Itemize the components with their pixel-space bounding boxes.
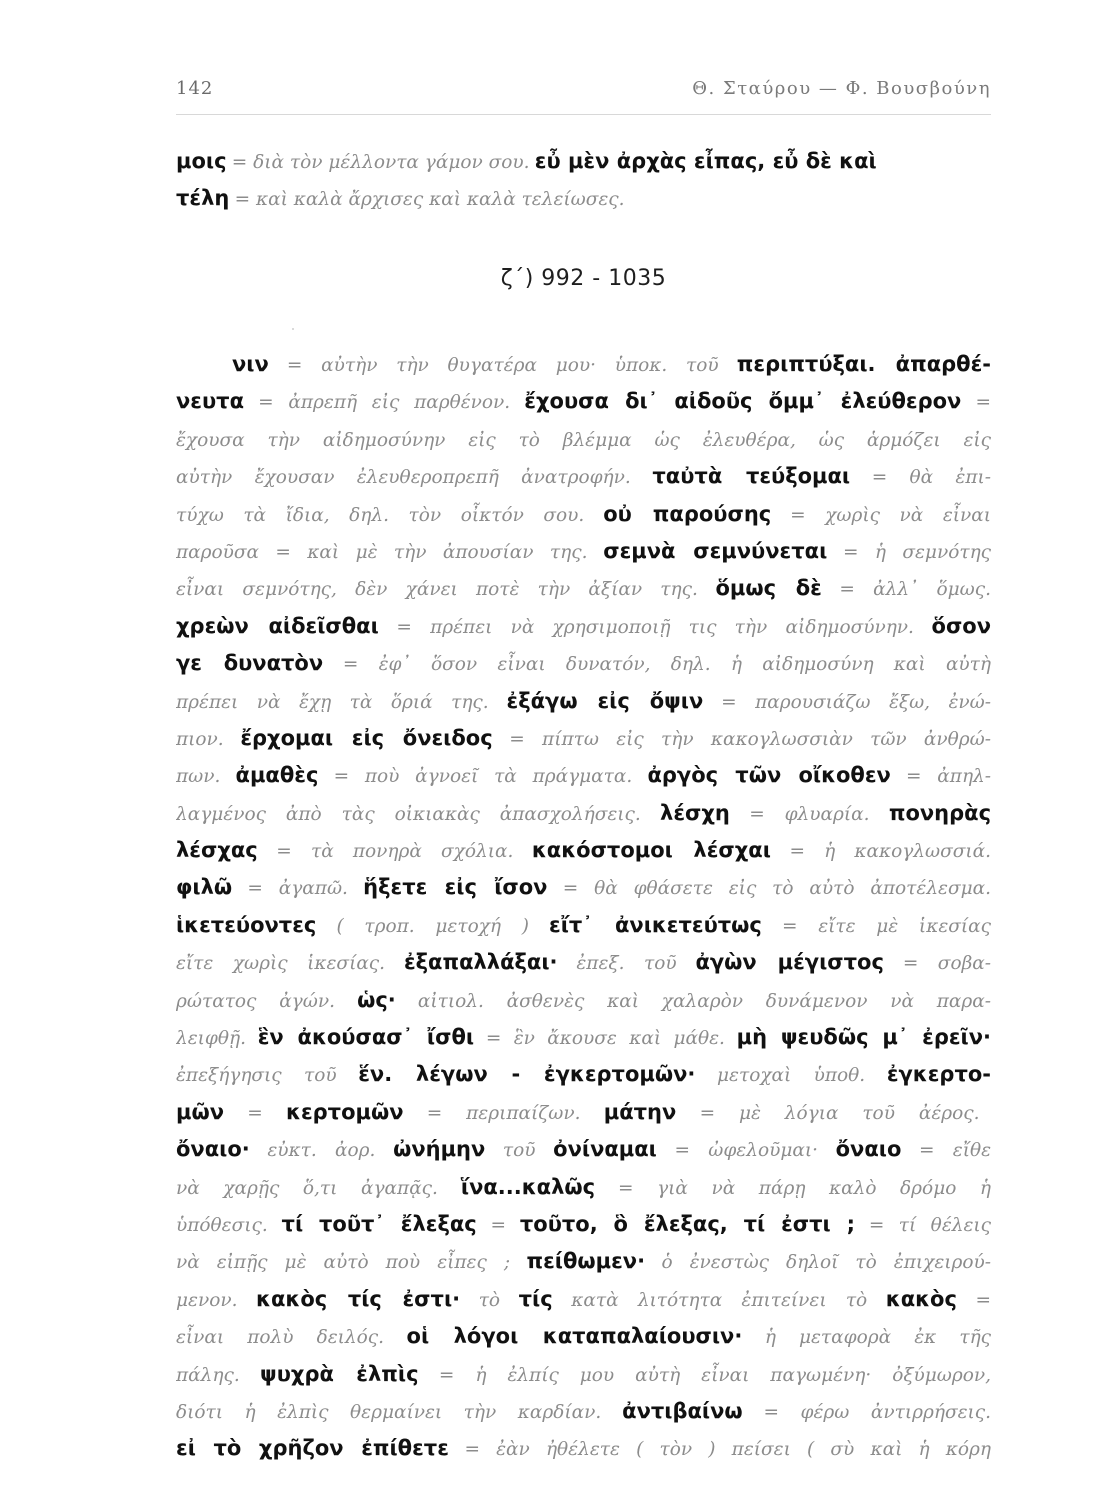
gloss: = ἡ σεμνότης	[843, 541, 991, 563]
commentary-line	[176, 645, 991, 682]
keyword: ὄναιο	[835, 1137, 902, 1162]
gloss: = αὐτὴν τὴν θυγατέρα μου· ὑποκ. τοῦ	[286, 355, 719, 376]
gloss: = ἐὰν ἠθέλετε ( τὸν ) πείσει ( σὺ καὶ ἡ κόρη	[464, 1439, 991, 1461]
keyword: εἴτ᾿ ἀνικετεύτως	[549, 912, 762, 937]
intro-line	[176, 180, 991, 217]
commentary-line	[176, 1019, 991, 1056]
keyword: ἀργὸς τῶν οἴκοθεν	[647, 763, 891, 788]
gloss: ἡ μεταφορὰ ἐκ τῆς	[764, 1327, 991, 1349]
gloss: = φέρω ἀντιρρήσεις.	[763, 1401, 991, 1423]
commentary-line	[176, 421, 991, 458]
gloss: = ἓν ἄκουσε καὶ μάθε.	[485, 1028, 725, 1050]
gloss: = πρέπει νὰ χρησιμοποιῇ τις τὴν αἰδημοσύνην.	[396, 616, 914, 638]
gloss: ἐπεξ. τοῦ	[576, 953, 677, 975]
gloss: παροῦσα = καὶ μὲ τὴν ἀπουσίαν της.	[176, 541, 588, 563]
gloss: = ποὺ ἀγνοεῖ τὰ πράγματα.	[333, 766, 633, 788]
gloss: = ἀγαπῶ.	[247, 878, 348, 900]
gloss: αἰτιολ. ἀσθενὲς καὶ χαλαρὸν δυνάμενον νὰ παρα-	[417, 990, 991, 1012]
gloss: = χωρὶς νὰ εἶναι	[790, 504, 991, 526]
commentary-line	[176, 907, 991, 944]
commentary-paragraph	[176, 346, 991, 1468]
keyword: μοις	[176, 149, 227, 173]
gloss: ἐπεξήγησις τοῦ	[176, 1065, 337, 1087]
commentary-line	[176, 757, 991, 794]
gloss: μενον.	[176, 1289, 238, 1311]
gloss: = ἀλλ᾿ ὅμως.	[839, 579, 991, 601]
keyword: ψυχρὰ ἐλπὶς	[260, 1361, 419, 1386]
keyword: εἰ τὸ χρῆζον ἐπίθετε	[176, 1436, 449, 1461]
keyword: λέσχας	[176, 838, 258, 863]
keyword: ἐξαπαλλάξαι·	[403, 950, 558, 975]
commentary-line	[176, 383, 991, 420]
commentary-line	[176, 1131, 991, 1168]
page-header	[176, 78, 991, 108]
gloss: = τί θέλεις	[868, 1214, 991, 1236]
keyword: νευτα	[176, 389, 245, 414]
keyword: ὀνίναμαι	[553, 1137, 657, 1162]
commentary-line	[176, 944, 991, 981]
commentary-line	[176, 346, 991, 383]
intro-paragraph	[176, 143, 991, 218]
keyword: τέλη	[176, 186, 230, 211]
keyword: οὐ παρούσης	[603, 501, 772, 526]
gloss: = θὰ φθάσετε εἰς τὸ αὐτὸ ἀποτέλεσμα.	[562, 878, 991, 900]
gloss: = φλυαρία.	[749, 803, 870, 825]
keyword: ἐγκερτο-	[886, 1062, 991, 1087]
commentary-line	[176, 1169, 991, 1206]
gloss: τύχω τὰ ἴδια, δηλ. τὸν οἶκτόν σου.	[176, 504, 585, 526]
commentary-line	[176, 1056, 991, 1093]
keyword: χρεὼν αἰδεῖσθαι	[176, 613, 379, 638]
commentary-line	[176, 458, 991, 495]
gloss: ρώτατος ἀγών.	[176, 990, 335, 1012]
gloss: = γιὰ νὰ πάρῃ καλὸ δρόμο ἡ	[618, 1177, 991, 1199]
gloss: κατὰ λιτότητα ἐπιτείνει τὸ	[571, 1289, 868, 1311]
keyword: γε δυνατὸν	[176, 651, 324, 676]
gloss: ἔχουσα τὴν αἰδημοσύνην εἰς τὸ βλέμμα ὡς ἐλευθέρα, ὡς ἁρμόζει εἰς	[176, 429, 991, 451]
gloss: = μὲ λόγια τοῦ ἀέρος.	[699, 1102, 980, 1124]
intro-line	[176, 143, 991, 180]
keyword: κακόστομοι λέσχαι	[531, 838, 771, 863]
page-number: 142	[176, 78, 214, 99]
keyword: ἱκετεύοντες	[176, 912, 317, 937]
keyword: ὡς·	[357, 987, 396, 1012]
keyword: ἔχουσα δι᾿ αἰδοῦς ὄμμ᾿ ἐλεύθερον	[524, 389, 962, 414]
gloss: ὑπόθεσις.	[176, 1214, 268, 1236]
gloss: λαγμένος ἀπὸ τὰς οἰκιακὰς ἀπασχολήσεις.	[176, 803, 641, 825]
keyword: ἥξετε εἰς ἴσον	[363, 875, 548, 900]
keyword: ὄναιο·	[176, 1137, 250, 1162]
keyword: ταὐτὰ τεύξομαι	[652, 464, 851, 489]
keyword: μῶν	[176, 1099, 225, 1124]
gloss: =	[247, 1102, 263, 1124]
keyword: τοῦτο, ὃ ἔλεξας, τί ἐστι ;	[519, 1211, 855, 1236]
keyword: κακὸς	[885, 1286, 957, 1311]
gloss: πρέπει νὰ ἔχῃ τὰ ὅριά της.	[176, 691, 489, 713]
commentary-line	[176, 1243, 991, 1280]
gloss: ( τροπ. μετοχή )	[336, 915, 529, 937]
gloss: νὰ εἰπῇς μὲ αὐτὸ ποὺ εἶπες ;	[176, 1252, 511, 1274]
commentary-line	[176, 832, 991, 869]
keyword: μὴ ψευδῶς μ᾿ ἐρεῖν·	[736, 1025, 991, 1050]
gloss: = ἐφ᾿ ὅσον εἶναι δυνατόν, δηλ. ἡ αἰδημοσύνη καὶ αὐτὴ	[342, 654, 991, 676]
gloss: = σοβα-	[902, 953, 991, 975]
keyword: ὅσον	[931, 613, 991, 638]
gloss: διότι ἡ ἐλπὶς θερμαίνει τὴν καρδίαν.	[176, 1401, 602, 1423]
commentary-line	[176, 570, 991, 607]
gloss: =	[975, 392, 991, 414]
keyword: πονηρὰς	[888, 800, 991, 825]
gloss: τὸ	[478, 1289, 501, 1311]
commentary-line	[176, 795, 991, 832]
commentary-line	[176, 1356, 991, 1393]
gloss: πιον.	[176, 728, 224, 750]
commentary-line	[176, 1206, 991, 1243]
keyword: ὠνήμην	[393, 1137, 486, 1162]
keyword: κακὸς τίς ἐστι·	[256, 1286, 461, 1311]
gloss: = περιπαίζων.	[426, 1102, 581, 1124]
commentary-line	[176, 1094, 991, 1131]
keyword: τί τοῦτ᾿ ἔλεξας	[281, 1211, 477, 1236]
gloss: ὁ ἐνεστὼς δηλοῖ τὸ ἐπιχειρού-	[661, 1252, 991, 1274]
commentary-line	[176, 869, 991, 906]
commentary-line	[176, 1430, 991, 1467]
gloss: = εἴτε μὲ ἱκεσίας	[781, 915, 991, 937]
keyword: περιπτύξαι. ἀπαρθέ-	[736, 352, 991, 376]
commentary-line	[176, 1393, 991, 1430]
keyword: σεμνὰ σεμνύνεται	[603, 538, 828, 563]
keyword: ἔρχομαι εἰς ὄνειδος	[240, 725, 493, 750]
gloss: πάλης.	[176, 1364, 240, 1386]
gloss: = τὰ πονηρὰ σχόλια.	[276, 841, 514, 863]
gloss: =	[975, 1289, 991, 1311]
gloss: = καὶ καλὰ ἄρχισες καὶ καλὰ τελείωσες.	[234, 189, 625, 211]
gloss: εὐκτ. ἀορ.	[267, 1140, 376, 1162]
keyword: ἵνα...καλῶς	[460, 1174, 596, 1199]
keyword: μάτην	[603, 1099, 677, 1124]
gloss: αὐτὴν ἔχουσαν ἐλευθεροπρεπῆ ἀνατροφήν.	[176, 467, 631, 489]
gloss: εἶναι πολὺ δειλός.	[176, 1327, 385, 1349]
gloss: = εἴθε	[919, 1140, 991, 1162]
gloss: = ἡ κακογλωσσιά.	[789, 841, 991, 863]
gloss: λειφθῇ.	[176, 1028, 246, 1050]
keyword: λέσχη	[660, 800, 730, 825]
gloss: εἴτε χωρὶς ἱκεσίας.	[176, 953, 386, 975]
keyword: νιν	[232, 352, 269, 376]
keyword: τίς	[518, 1286, 553, 1311]
gloss: =	[490, 1214, 507, 1236]
section-heading: ζ΄) 992 - 1035	[500, 266, 667, 291]
keyword: πείθωμεν·	[526, 1249, 646, 1274]
gloss: = παρουσιάζω ἔξω, ἐνώ-	[721, 691, 991, 713]
running-head: Θ. Σταύρου — Φ. Βουσβούνη	[692, 78, 991, 99]
keyword: ἀγὼν μέγιστος	[695, 950, 884, 975]
gloss: = διὰ τὸν μέλλοντα γάμον σου.	[231, 152, 530, 173]
keyword: κερτομῶν	[286, 1099, 404, 1124]
keyword: οἱ λόγοι καταπαλαίουσιν·	[406, 1324, 743, 1349]
keyword: εὖ μὲν ἀρχὰς εἶπας, εὖ δὲ καὶ	[534, 149, 877, 173]
keyword: ἐξάγω εἰς ὄψιν	[506, 688, 704, 713]
gloss: = ἡ ἐλπίς μου αὐτὴ εἶναι παγωμένη· ὀξύμωρον,	[438, 1364, 991, 1386]
commentary-line	[176, 496, 991, 533]
gloss: = θὰ ἐπι-	[871, 467, 991, 489]
keyword: ὅμως δὲ	[715, 576, 822, 601]
gloss: = ἀπηλ-	[906, 766, 991, 788]
commentary-line	[176, 720, 991, 757]
commentary-line	[176, 533, 991, 570]
keyword: ἕν. λέγων - ἐγκερτομῶν·	[358, 1062, 696, 1087]
keyword: ἀμαθὲς	[235, 763, 319, 788]
gloss: εἶναι σεμνότης, δὲν χάνει ποτὲ τὴν ἀξίαν της.	[176, 579, 698, 601]
commentary-line	[176, 1281, 991, 1318]
gloss: = πίπτω εἰς τὴν κακογλωσσιὰν τῶν ἀνθρώ-	[509, 728, 991, 750]
gloss: πων.	[176, 766, 221, 788]
commentary-line	[176, 683, 991, 720]
gloss: νὰ χαρῇς ὅ,τι ἀγαπᾷς.	[176, 1177, 438, 1199]
gloss: = ὠφελοῦμαι·	[674, 1140, 818, 1162]
keyword: ἀντιβαίνω	[622, 1398, 743, 1423]
keyword: ἓν ἀκούσασ᾿ ἴσθι	[257, 1025, 475, 1050]
commentary-line	[176, 608, 991, 645]
gloss: τοῦ	[502, 1140, 536, 1162]
commentary-line	[176, 1318, 991, 1355]
commentary-line	[176, 982, 991, 1019]
gloss: μετοχαὶ ὑποθ.	[717, 1065, 866, 1087]
gloss: = ἀπρεπῆ εἰς παρθένον.	[258, 392, 511, 414]
speck	[292, 328, 294, 330]
header-rule	[176, 114, 991, 115]
keyword: φιλῶ	[176, 875, 233, 900]
